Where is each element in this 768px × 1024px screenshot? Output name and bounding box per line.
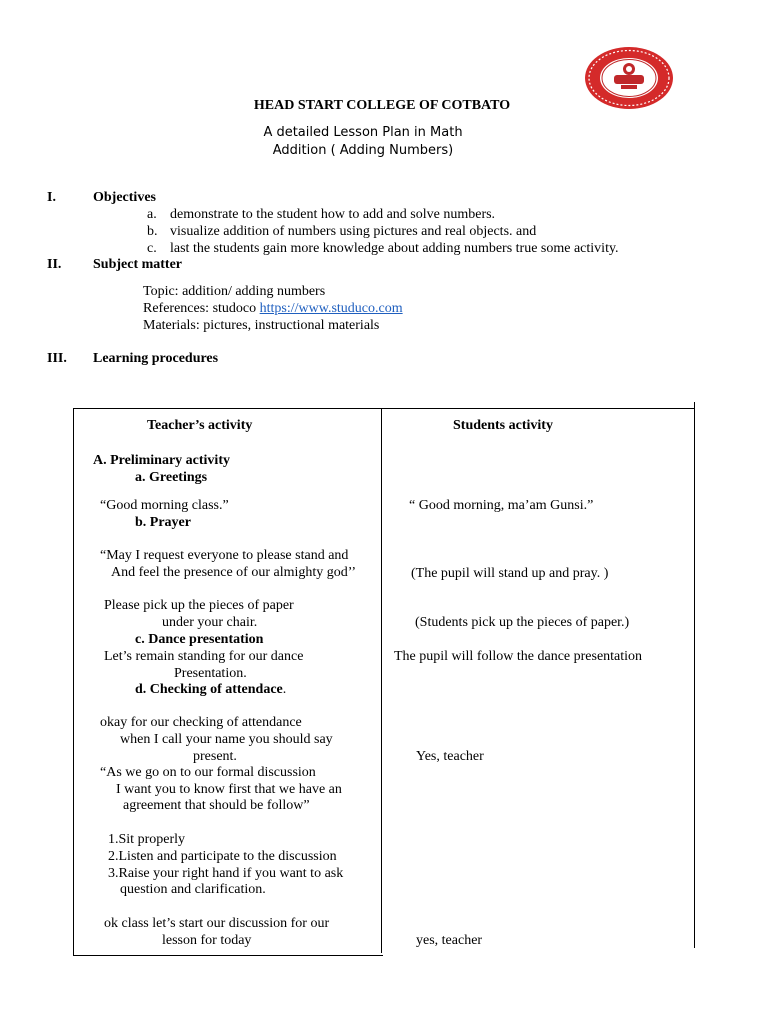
teacher-pick-up: Please pick up the pieces of paper bbox=[104, 598, 294, 613]
objective-item-c: last the students gain more knowledge about adding numbers true some activity. bbox=[170, 241, 619, 256]
objective-letter-a: a. bbox=[147, 207, 157, 222]
teacher-presentation: Presentation. bbox=[174, 666, 247, 681]
rule-raise-hand-cont: question and clarification. bbox=[120, 882, 266, 897]
student-dance: The pupil will follow the dance presentation bbox=[394, 649, 643, 664]
subject-materials: Materials: pictures, instructional materials bbox=[143, 318, 380, 333]
student-good-morning: “ Good morning, ma’am Gunsi.” bbox=[409, 498, 594, 513]
preliminary-activity: A. Preliminary activity bbox=[93, 453, 230, 468]
school-title: HEAD START COLLEGE OF COTBATO bbox=[253, 98, 511, 113]
student-yes-teacher-2: yes, teacher bbox=[416, 933, 483, 948]
teacher-lesson-today: lesson for today bbox=[162, 933, 252, 948]
prayer-heading: b. Prayer bbox=[135, 515, 191, 530]
objectives-heading: Objectives bbox=[93, 190, 156, 205]
teacher-as-we-go: “As we go on to our formal discussion bbox=[100, 765, 316, 780]
learning-numeral: III. bbox=[47, 351, 67, 366]
attendance-heading-label: d. Checking of attendace bbox=[135, 682, 283, 697]
objective-item-b: visualize addition of numbers using pictures and real objects. and bbox=[170, 224, 537, 239]
subject-numeral: II. bbox=[47, 257, 62, 272]
table-right-border bbox=[694, 402, 695, 948]
teacher-activity-header: Teacher’s activity bbox=[147, 418, 253, 433]
rule-listen: 2.Listen and participate to the discussion bbox=[108, 849, 337, 864]
teacher-okay-attendance: okay for our checking of attendance bbox=[100, 715, 302, 730]
teacher-remain-standing: Let’s remain standing for our dance bbox=[104, 649, 304, 664]
teacher-ok-class: ok class let’s start our discussion for our bbox=[104, 916, 330, 931]
table-column-divider bbox=[381, 408, 382, 953]
table-top-border bbox=[73, 408, 695, 409]
objective-letter-c: c. bbox=[147, 241, 157, 256]
attendance-heading bbox=[135, 682, 286, 698]
teacher-agreement: agreement that should be follow” bbox=[123, 798, 310, 813]
subject-references bbox=[143, 301, 403, 317]
references-label: References: studoco bbox=[143, 301, 260, 316]
rule-raise-hand: 3.Raise your right hand if you want to ask bbox=[108, 866, 344, 881]
subject-heading: Subject matter bbox=[93, 257, 183, 272]
table-bottom-border bbox=[73, 955, 383, 956]
student-pick-paper: (Students pick up the pieces of paper.) bbox=[415, 615, 630, 630]
lesson-topic-title: Addition ( Adding Numbers) bbox=[272, 143, 454, 158]
teacher-good-morning: “Good morning class.” bbox=[100, 498, 229, 513]
teacher-may-request: “May I request everyone to please stand and bbox=[100, 548, 349, 563]
lesson-plan-subtitle: A detailed Lesson Plan in Math bbox=[263, 125, 463, 140]
student-yes-teacher: Yes, teacher bbox=[416, 749, 484, 764]
students-activity-header: Students activity bbox=[453, 418, 553, 433]
objectives-numeral: I. bbox=[47, 190, 56, 205]
objective-item-a: demonstrate to the student how to add and solve numbers. bbox=[170, 207, 496, 222]
table-left-border bbox=[73, 408, 74, 956]
rule-sit-properly: 1.Sit properly bbox=[108, 832, 185, 847]
greetings-heading: a. Greetings bbox=[135, 470, 208, 485]
teacher-present: present. bbox=[193, 749, 237, 764]
references-link[interactable]: https://www.studuco.com bbox=[259, 301, 403, 316]
teacher-when-call: when I call your name you should say bbox=[120, 732, 333, 747]
teacher-want-you: I want you to know first that we have an bbox=[116, 782, 342, 797]
objective-letter-b: b. bbox=[147, 224, 158, 239]
teacher-feel-presence: And feel the presence of our almighty god’’ bbox=[111, 565, 357, 580]
teacher-under-chair: under your chair. bbox=[162, 615, 258, 630]
student-stand-pray: (The pupil will stand up and pray. ) bbox=[411, 566, 609, 581]
dance-heading: c. Dance presentation bbox=[135, 632, 264, 647]
attendance-heading-dot: . bbox=[282, 682, 287, 697]
learning-heading: Learning procedures bbox=[93, 351, 219, 366]
subject-topic: Topic: addition/ adding numbers bbox=[143, 284, 326, 299]
